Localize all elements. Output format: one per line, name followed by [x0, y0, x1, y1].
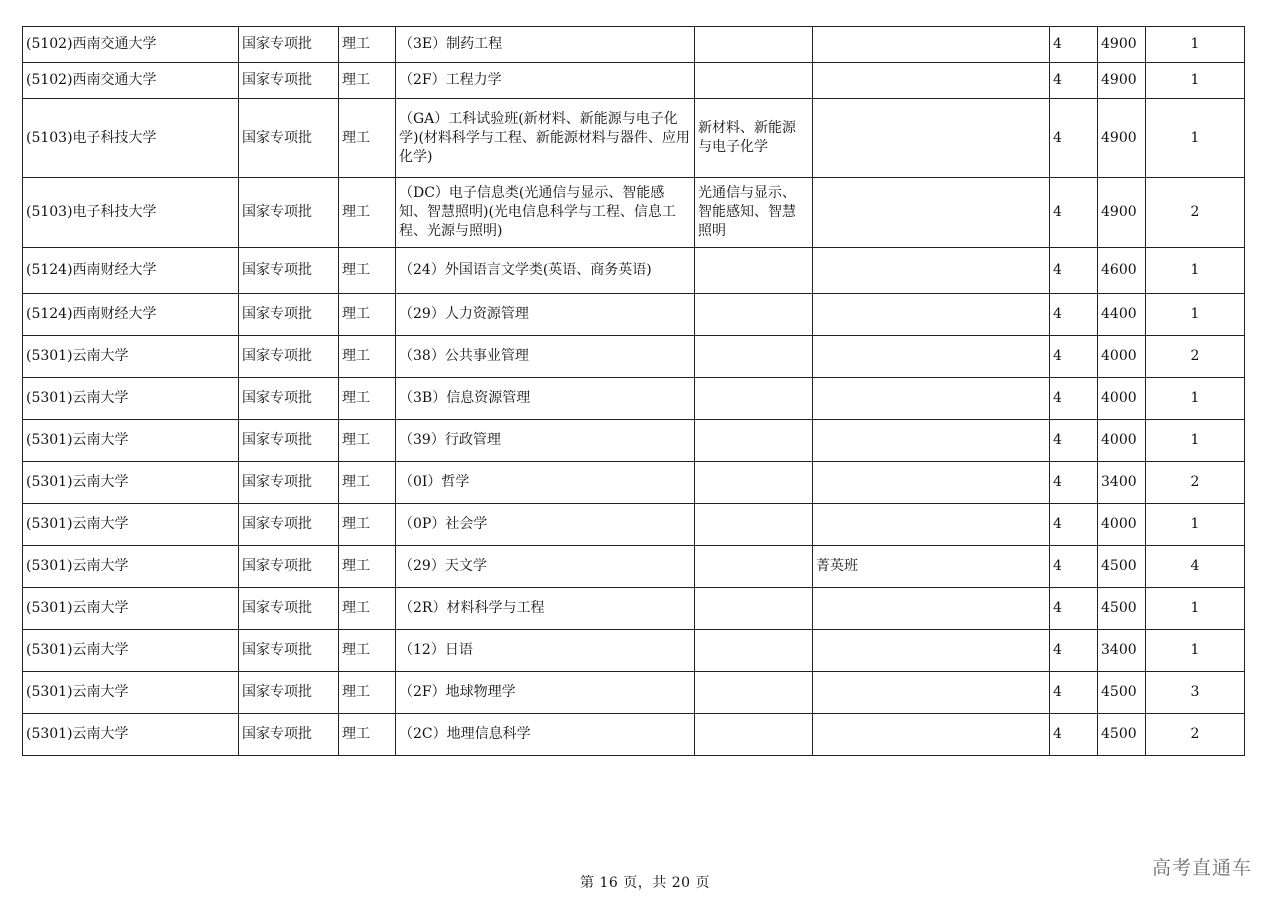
cell-school: (5301)云南大学	[23, 714, 239, 756]
cell-school: (5301)云南大学	[23, 462, 239, 504]
cell-note	[813, 336, 1050, 378]
cell-batch: 国家专项批	[239, 714, 339, 756]
cell-years: 4	[1050, 672, 1098, 714]
cell-major: （0I）哲学	[396, 462, 695, 504]
table-row	[23, 248, 1245, 294]
cell-fee: 4900	[1098, 178, 1146, 248]
cell-school: (5301)云南大学	[23, 546, 239, 588]
cell-plan-count: 1	[1146, 420, 1245, 462]
cell-major: （38）公共事业管理	[396, 336, 695, 378]
cell-plan-count: 1	[1146, 504, 1245, 546]
cell-note	[813, 378, 1050, 420]
cell-note	[813, 27, 1050, 63]
cell-note	[813, 504, 1050, 546]
cell-school: (5301)云南大学	[23, 504, 239, 546]
table-row	[23, 336, 1245, 378]
cell-years: 4	[1050, 420, 1098, 462]
cell-fee: 4600	[1098, 248, 1146, 294]
cell-batch: 国家专项批	[239, 27, 339, 63]
cell-note	[813, 99, 1050, 178]
cell-category: 理工	[339, 630, 396, 672]
table-row	[23, 630, 1245, 672]
cell-direction	[695, 546, 813, 588]
cell-note	[813, 462, 1050, 504]
cell-direction	[695, 420, 813, 462]
cell-batch: 国家专项批	[239, 248, 339, 294]
cell-fee: 4400	[1098, 294, 1146, 336]
cell-category: 理工	[339, 294, 396, 336]
cell-plan-count: 3	[1146, 672, 1245, 714]
cell-years: 4	[1050, 336, 1098, 378]
cell-note	[813, 714, 1050, 756]
cell-plan-count: 1	[1146, 294, 1245, 336]
cell-fee: 4500	[1098, 588, 1146, 630]
cell-years: 4	[1050, 294, 1098, 336]
cell-plan-count: 2	[1146, 462, 1245, 504]
cell-years: 4	[1050, 178, 1098, 248]
cell-category: 理工	[339, 99, 396, 178]
cell-batch: 国家专项批	[239, 378, 339, 420]
table-row	[23, 504, 1245, 546]
cell-school: (5124)西南财经大学	[23, 248, 239, 294]
cell-plan-count: 1	[1146, 630, 1245, 672]
cell-fee: 3400	[1098, 630, 1146, 672]
table-row	[23, 588, 1245, 630]
cell-category: 理工	[339, 336, 396, 378]
cell-plan-count: 1	[1146, 248, 1245, 294]
cell-category: 理工	[339, 546, 396, 588]
cell-note	[813, 178, 1050, 248]
cell-plan-count: 2	[1146, 178, 1245, 248]
cell-direction	[695, 248, 813, 294]
cell-direction	[695, 630, 813, 672]
cell-fee: 4000	[1098, 378, 1146, 420]
table-row	[23, 378, 1245, 420]
cell-batch: 国家专项批	[239, 336, 339, 378]
cell-school: (5102)西南交通大学	[23, 63, 239, 99]
cell-plan-count: 1	[1146, 588, 1245, 630]
cell-major: （12）日语	[396, 630, 695, 672]
cell-school: (5102)西南交通大学	[23, 27, 239, 63]
cell-years: 4	[1050, 378, 1098, 420]
table-row	[23, 294, 1245, 336]
cell-direction	[695, 378, 813, 420]
cell-direction	[695, 462, 813, 504]
cell-direction	[695, 27, 813, 63]
cell-school: (5301)云南大学	[23, 336, 239, 378]
cell-batch: 国家专项批	[239, 546, 339, 588]
page-number: 第 16 页，共 20 页	[580, 875, 710, 891]
cell-category: 理工	[339, 63, 396, 99]
cell-school: (5301)云南大学	[23, 420, 239, 462]
table-row	[23, 27, 1245, 63]
cell-direction: 光通信与显示、智能感知、智慧照明	[695, 178, 813, 248]
cell-batch: 国家专项批	[239, 178, 339, 248]
cell-note	[813, 630, 1050, 672]
cell-plan-count: 2	[1146, 714, 1245, 756]
cell-batch: 国家专项批	[239, 462, 339, 504]
cell-fee: 4000	[1098, 504, 1146, 546]
table-row	[23, 99, 1245, 178]
cell-batch: 国家专项批	[239, 63, 339, 99]
cell-major: （24）外国语言文学类(英语、商务英语)	[396, 248, 695, 294]
cell-note	[813, 248, 1050, 294]
cell-years: 4	[1050, 99, 1098, 178]
cell-fee: 4500	[1098, 714, 1146, 756]
cell-batch: 国家专项批	[239, 504, 339, 546]
cell-direction: 新材料、新能源与电子化学	[695, 99, 813, 178]
cell-batch: 国家专项批	[239, 630, 339, 672]
cell-direction	[695, 714, 813, 756]
cell-years: 4	[1050, 714, 1098, 756]
table-body	[23, 27, 1245, 756]
cell-category: 理工	[339, 588, 396, 630]
cell-years: 4	[1050, 462, 1098, 504]
cell-note	[813, 588, 1050, 630]
cell-major: （0P）社会学	[396, 504, 695, 546]
cell-major: （29）天文学	[396, 546, 695, 588]
cell-plan-count: 2	[1146, 336, 1245, 378]
cell-school: (5301)云南大学	[23, 630, 239, 672]
cell-batch: 国家专项批	[239, 420, 339, 462]
cell-fee: 4900	[1098, 27, 1146, 63]
table-row	[23, 714, 1245, 756]
cell-major: （39）行政管理	[396, 420, 695, 462]
cell-category: 理工	[339, 27, 396, 63]
cell-direction	[695, 336, 813, 378]
cell-school: (5124)西南财经大学	[23, 294, 239, 336]
cell-category: 理工	[339, 420, 396, 462]
table-row	[23, 672, 1245, 714]
cell-direction	[695, 672, 813, 714]
table-row	[23, 178, 1245, 248]
cell-note	[813, 63, 1050, 99]
table-row	[23, 462, 1245, 504]
cell-note	[813, 294, 1050, 336]
cell-major: （2F）工程力学	[396, 63, 695, 99]
cell-fee: 4900	[1098, 99, 1146, 178]
cell-note: 菁英班	[813, 546, 1050, 588]
enrollment-plan-table	[22, 26, 1245, 756]
cell-direction	[695, 63, 813, 99]
table-row	[23, 63, 1245, 99]
cell-years: 4	[1050, 630, 1098, 672]
cell-plan-count: 1	[1146, 378, 1245, 420]
cell-batch: 国家专项批	[239, 294, 339, 336]
cell-years: 4	[1050, 588, 1098, 630]
cell-batch: 国家专项批	[239, 672, 339, 714]
cell-major: （3B）信息资源管理	[396, 378, 695, 420]
cell-school: (5103)电子科技大学	[23, 99, 239, 178]
cell-years: 4	[1050, 27, 1098, 63]
cell-major: （GA）工科试验班(新材料、新能源与电子化学)(材料科学与工程、新能源材料与器件、应用化学)	[396, 99, 695, 178]
cell-category: 理工	[339, 714, 396, 756]
cell-fee: 4000	[1098, 336, 1146, 378]
cell-category: 理工	[339, 504, 396, 546]
cell-note	[813, 420, 1050, 462]
cell-years: 4	[1050, 546, 1098, 588]
cell-direction	[695, 504, 813, 546]
cell-fee: 4900	[1098, 63, 1146, 99]
cell-major: （2C）地理信息科学	[396, 714, 695, 756]
cell-plan-count: 1	[1146, 99, 1245, 178]
cell-school: (5301)云南大学	[23, 672, 239, 714]
cell-major: （29）人力资源管理	[396, 294, 695, 336]
cell-direction	[695, 294, 813, 336]
table-row	[23, 546, 1245, 588]
cell-major: （2R）材料科学与工程	[396, 588, 695, 630]
cell-years: 4	[1050, 504, 1098, 546]
cell-years: 4	[1050, 248, 1098, 294]
cell-category: 理工	[339, 178, 396, 248]
cell-school: (5301)云南大学	[23, 378, 239, 420]
table-row	[23, 420, 1245, 462]
cell-major: （DC）电子信息类(光通信与显示、智能感知、智慧照明)(光电信息科学与工程、信息工程、光源与照明)	[396, 178, 695, 248]
cell-years: 4	[1050, 63, 1098, 99]
cell-fee: 4500	[1098, 546, 1146, 588]
cell-major: （2F）地球物理学	[396, 672, 695, 714]
cell-category: 理工	[339, 672, 396, 714]
cell-note	[813, 672, 1050, 714]
cell-batch: 国家专项批	[239, 588, 339, 630]
cell-category: 理工	[339, 378, 396, 420]
cell-school: (5103)电子科技大学	[23, 178, 239, 248]
cell-category: 理工	[339, 462, 396, 504]
cell-plan-count: 4	[1146, 546, 1245, 588]
cell-fee: 3400	[1098, 462, 1146, 504]
cell-plan-count: 1	[1146, 27, 1245, 63]
watermark-logo-text: 高考直通车	[1151, 857, 1252, 879]
cell-fee: 4500	[1098, 672, 1146, 714]
cell-school: (5301)云南大学	[23, 588, 239, 630]
cell-plan-count: 1	[1146, 63, 1245, 99]
cell-major: （3E）制药工程	[396, 27, 695, 63]
cell-direction	[695, 588, 813, 630]
cell-fee: 4000	[1098, 420, 1146, 462]
cell-category: 理工	[339, 248, 396, 294]
cell-batch: 国家专项批	[239, 99, 339, 178]
